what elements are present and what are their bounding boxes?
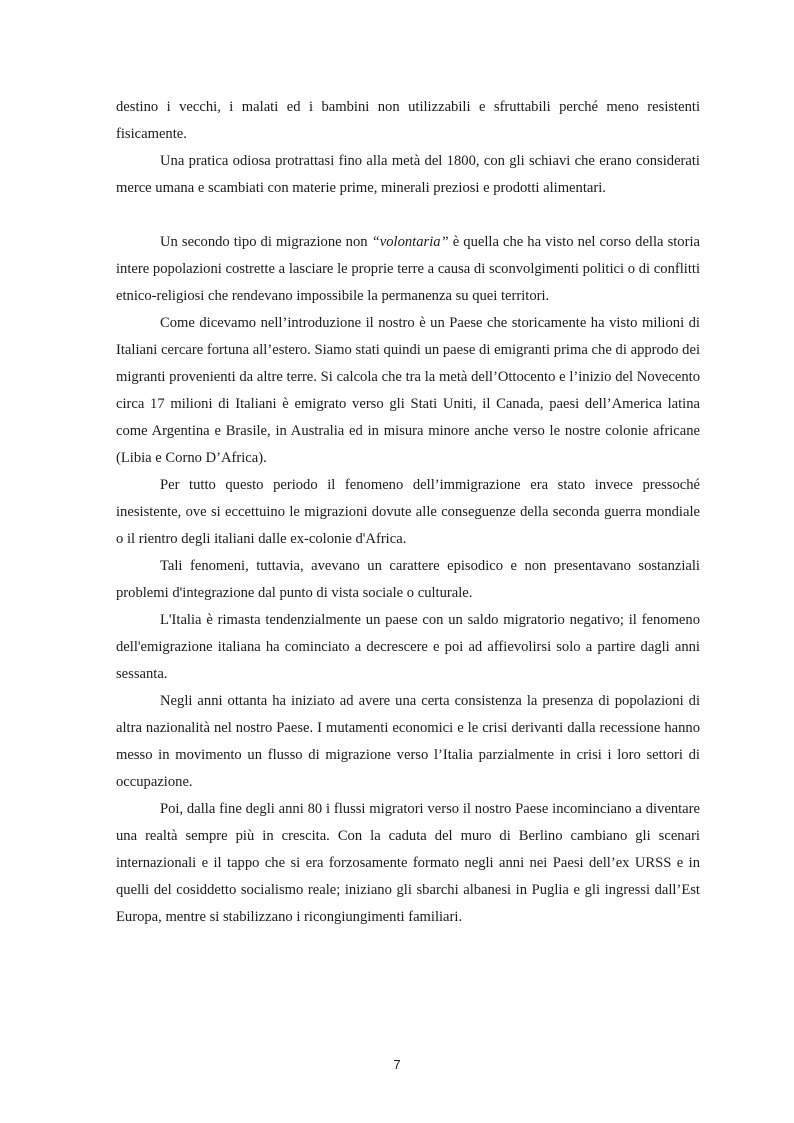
page-number: 7 <box>393 1057 401 1072</box>
paragraph-5 <box>116 472 700 553</box>
paragraph-8 <box>116 688 700 796</box>
paragraph-1 <box>116 94 700 148</box>
paragraph-5-text: Per tutto questo periodo il fenomeno dell’immigrazione era stato invece pressoché inesistente, ove si eccettuino le migrazioni dovute alle conseguenze della seconda guerra mondiale o il rientro degli italiani dalle ex-colonie d'Africa. <box>116 477 700 547</box>
body-text <box>116 94 700 931</box>
paragraph-6 <box>116 553 700 607</box>
paragraph-8-text: Negli anni ottanta ha iniziato ad avere una certa consistenza la presenza di popolazioni di altra nazionalità nel nostro Paese. I mutamenti economici e le crisi derivanti dalla recessione hanno messo in movimento un flusso di migrazione verso l’Italia parzialmente in crisi i loro settori di occupazione. <box>116 693 700 790</box>
paragraph-3-text-a: Un secondo tipo di migrazione non <box>160 234 372 250</box>
paragraph-4-text: Come dicevamo nell’introduzione il nostro è un Paese che storicamente ha visto milioni di Italiani cercare fortuna all’estero. Siamo stati quindi un paese di emigranti prima che di approdo dei migranti provenienti da altre terre. Si calcola che tra la metà dell’Ottocento e l’inizio del Novecento circa 17 milioni di Italiani è emigrato verso gli Stati Uniti, il Canada, paesi dell’America latina come Argentina e Brasile, in Australia ed in misura minore anche verso le nostre colonie africane (Libia e Corno D’Africa). <box>116 315 700 466</box>
paragraph-7-text: L'Italia è rimasta tendenzialmente un paese con un saldo migratorio negativo; il fenomeno dell'emigrazione italiana ha cominciato a decrescere e poi ad affievolirsi solo a partire dagli anni sessanta. <box>116 612 700 682</box>
paragraph-7 <box>116 607 700 688</box>
paragraph-9 <box>116 796 700 931</box>
paragraph-9-text: Poi, dalla fine degli anni 80 i flussi migratori verso il nostro Paese incominciano a diventare una realtà sempre più in crescita. Con la caduta del muro di Berlino cambiano gli scenari internazionali e il tappo che si era forzosamente formato negli anni nei Paesi dell’ex URSS e in quelli del cosiddetto socialismo reale; iniziano gli sbarchi albanesi in Puglia e gli ingressi dall’Est Europa, mentre si stabilizzano i ricongiungimenti familiari. <box>116 801 700 925</box>
paragraph-3-italic: “volontaria” <box>371 234 449 250</box>
paragraph-3 <box>116 229 700 310</box>
paragraph-1-text: destino i vecchi, i malati ed i bambini non utilizzabili e sfruttabili perché meno resistenti fisicamente. <box>116 99 700 142</box>
paragraph-2-text: Una pratica odiosa protrattasi fino alla metà del 1800, con gli schiavi che erano considerati merce umana e scambiati con materie prime, minerali preziosi e prodotti alimentari. <box>116 153 700 196</box>
paragraph-4 <box>116 310 700 472</box>
paragraph-6-text: Tali fenomeni, tuttavia, avevano un carattere episodico e non presentavano sostanziali problemi d'integrazione dal punto di vista sociale o culturale. <box>116 558 700 601</box>
paragraph-2 <box>116 148 700 202</box>
paragraph-3-text-b: è quella che ha visto nel corso della storia intere popolazioni costrette a lasciare le proprie terre a causa di sconvolgimenti politici o di conflitti etnico-religiosi che rendevano impossibile la permanenza su quei territori. <box>116 234 700 304</box>
